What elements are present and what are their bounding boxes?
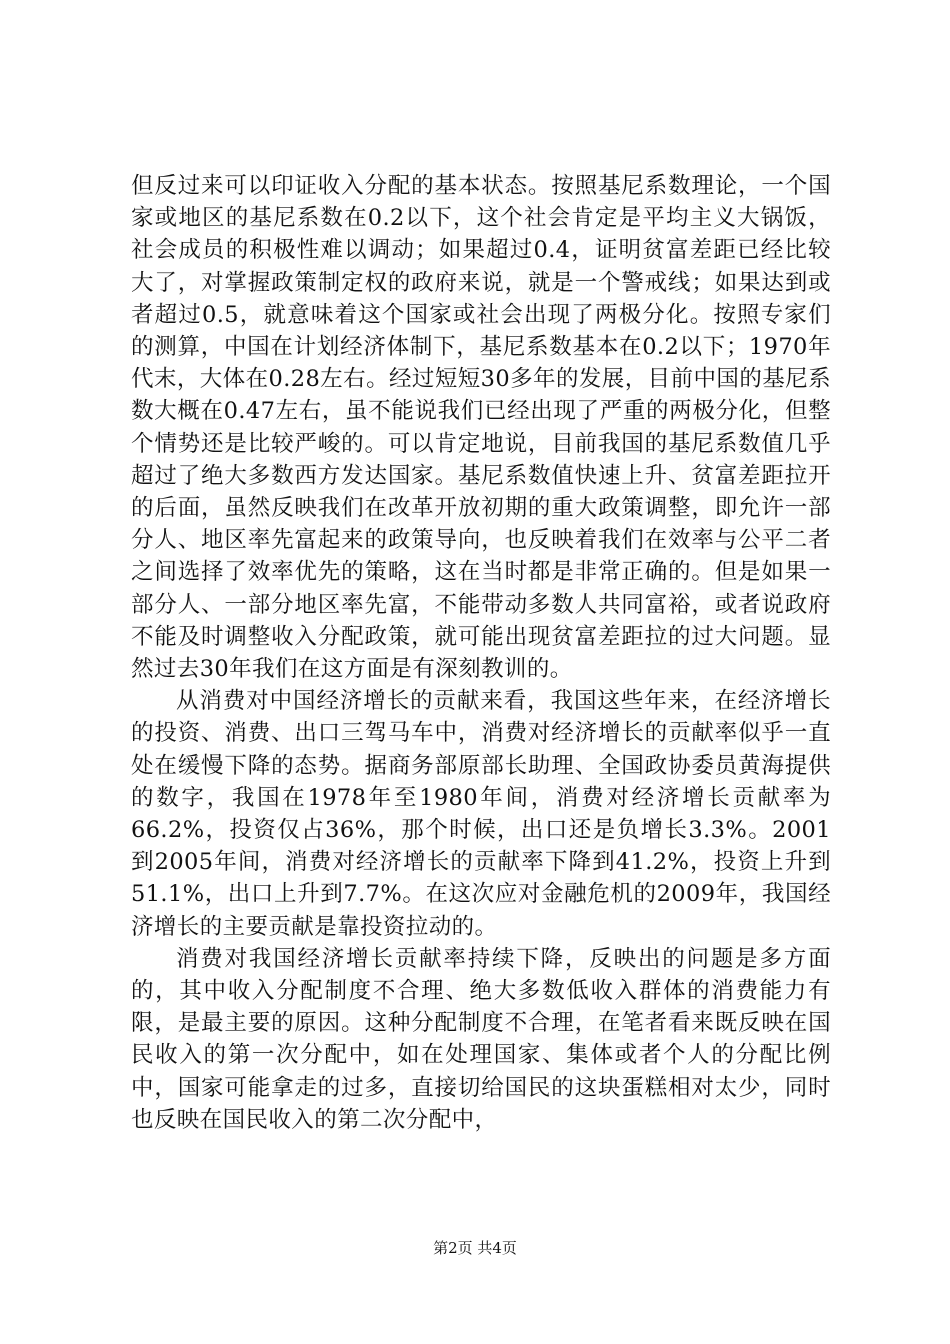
body-text [131, 170, 831, 1136]
paragraph-gini-coefficient: 但反过来可以印证收入分配的基本状态。按照基尼系数理论，一个国家或地区的基尼系数在0.2以下，这个社会肯定是平均主义大锅饭，社会成员的积极性难以调动；如果超过0.4，证明贫富差距已经比较大了，对掌握政策制定权的政府来说，就是一个警戒线；如果达到或者超过0.5，就意味着这个国家或社会出现了两极分化。按照专家们的测算，中国在计划经济体制下，基尼系数基本在0.2以下；1970年代末，大体在0.28左右。经过短短30多年的发展，目前中国的基尼系数大概在0.47左右，虽不能说我们已经出现了严重的两极分化，但整个情势还是比较严峻的。可以肯定地说，目前我国的基尼系数值几乎超过了绝大多数西方发达国家。基尼系数值快速上升、贫富差距拉开的后面，虽然反映我们在改革开放初期的重大政策调整，即允许一部分人、地区率先富起来的政策导向，也反映着我们在效率与公平二者之间选择了效率优先的策略，这在当时都是非常正确的。但是如果一部分人、一部分地区率先富，不能带动多数人共同富裕，或者说政府不能及时调整收入分配政策，就可能出现贫富差距拉的过大问题。显然过去30年我们在这方面是有深刻教训的。 [131, 173, 831, 683]
paragraph-distribution-system: 消费对我国经济增长贡献率持续下降，反映出的问题是多方面的，其中收入分配制度不合理、绝大多数低收入群体的消费能力有限，是最主要的原因。这种分配制度不合理，在笔者看来既反映在国民收入的第一次分配中，如在处理国家、集体或者个人的分配比例中，国家可能拿走的过多，直接切给国民的这块蛋糕相对太少，同时也反映在国民收入的第二次分配中， [131, 945, 831, 1133]
paragraph-consumption-contribution: 从消费对中国经济增长的贡献来看，我国这些年来，在经济增长的投资、消费、出口三驾马车中，消费对经济增长的贡献率似乎一直处在缓慢下降的态势。据商务部原部长助理、全国政协委员黄海提供的数字，我国在1978年至1980年间，消费对经济增长贡献率为66.2%，投资仅占36%，那个时候，出口还是负增长3.3%。2001到2005年间，消费对经济增长的贡献率下降到41.2%，投资上升到51.1%，出口上升到7.7%。在这次应对金融危机的2009年，我国经济增长的主要贡献是靠投资拉动的。 [131, 688, 831, 940]
page-number-footer: 第2页 共4页 [433, 1239, 517, 1257]
